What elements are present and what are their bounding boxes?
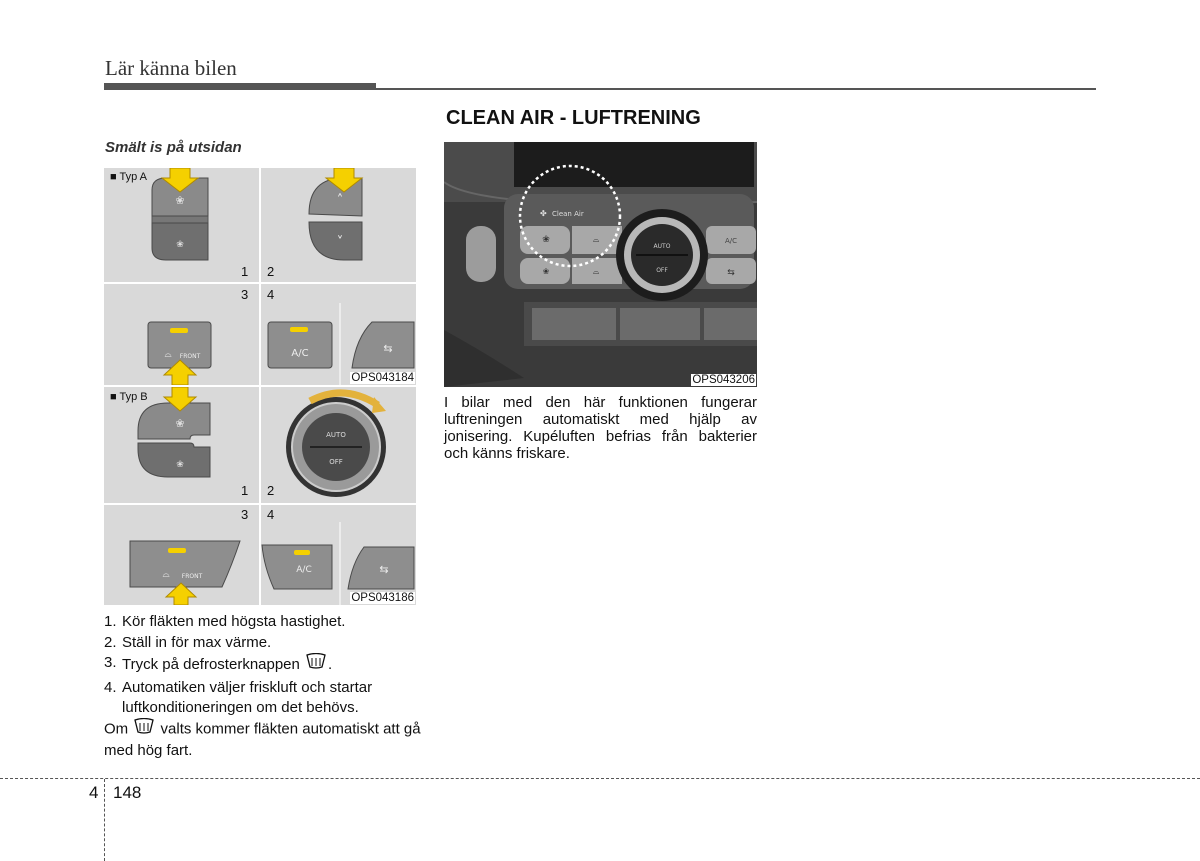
svg-text:❀: ❀ [175, 417, 185, 430]
figure-b-code: OPS043186 [351, 592, 414, 604]
step-number: 2. [104, 633, 117, 651]
svg-text:❀: ❀ [176, 240, 184, 250]
steps-list [104, 612, 424, 719]
figure-a-type-label: ■ Typ A [110, 171, 148, 183]
svg-text:❀: ❀ [542, 235, 550, 245]
svg-text:˄: ˄ [336, 193, 344, 208]
svg-text:FRONT: FRONT [181, 573, 203, 580]
step-text: Ställ in för max värme. [122, 633, 272, 651]
off-label: OFF [329, 458, 343, 466]
figure-b-quadrant-3: 3 [241, 507, 249, 522]
figure-b-quadrant-1: 1 [241, 483, 249, 498]
footer-margin-line [104, 779, 105, 861]
front-label: FRONT [179, 353, 201, 360]
figure-b-type-label: ■ Typ B [110, 391, 148, 403]
defroster-icon [304, 653, 328, 678]
auto-label: AUTO [326, 431, 346, 439]
photo-clean-air-label: Clean Air [552, 210, 584, 218]
svg-text:⇆: ⇆ [727, 268, 735, 278]
figure-type-a [104, 168, 416, 385]
step-text: Automatiken väljer friskluft och startar luftkonditioneringen om det behövs. [122, 678, 373, 716]
defroster-icon [132, 718, 156, 741]
step-number: 3. [104, 654, 117, 671]
list-item [104, 633, 424, 654]
figure-type-b-illustration [104, 387, 416, 605]
page-number: 148 [113, 783, 142, 802]
figure-a-quadrant-1: 1 [241, 264, 249, 279]
svg-text:⇆: ⇆ [379, 563, 389, 576]
list-item [104, 653, 424, 678]
defroster-note [104, 718, 424, 760]
svg-text:❀: ❀ [542, 267, 550, 276]
section-title: CLEAN AIR - LUFTRENING [446, 107, 701, 129]
step-text: Kör fläkten med högsta hastighet. [122, 613, 346, 630]
list-item [104, 678, 424, 719]
step-text: Tryck på defrosterknappen [122, 656, 300, 674]
svg-text:⌓: ⌓ [592, 235, 600, 244]
figure-type-a-illustration [104, 168, 416, 385]
svg-text:A/C: A/C [296, 565, 312, 575]
photo-ac-label: A/C [724, 237, 738, 245]
figure-b-quadrant-2: 2 [267, 483, 275, 498]
footer-divider [0, 778, 1200, 779]
header-rule-thick [104, 83, 376, 90]
ac-label: A/C [291, 348, 309, 359]
note-before: Om [104, 720, 129, 738]
photo-off-label: OFF [656, 267, 668, 274]
step-suffix: . [328, 656, 333, 674]
figure-b-quadrant-4: 4 [267, 507, 275, 522]
svg-text:⌓: ⌓ [162, 570, 170, 580]
step-number: 1. [104, 613, 117, 630]
clean-air-photo-illustration [444, 142, 757, 387]
svg-text:❀: ❀ [176, 460, 184, 470]
svg-text:✤: ✤ [540, 209, 547, 218]
figure-a-quadrant-3: 3 [241, 287, 249, 302]
svg-text:⌓: ⌓ [592, 267, 600, 276]
list-item [104, 612, 424, 633]
chapter-number: 4 [89, 783, 99, 802]
note-after: valts kommer fläkten automatiskt att gå med hög fart. [104, 720, 421, 759]
clean-air-photo [444, 142, 757, 387]
svg-text:⇆: ⇆ [383, 342, 393, 355]
page-header-title: Lär känna bilen [105, 56, 237, 80]
figure-a-quadrant-4: 4 [267, 287, 275, 302]
figure-a-quadrant-2: 2 [267, 264, 275, 279]
svg-text:⌓: ⌓ [164, 350, 172, 360]
svg-text:❀: ❀ [175, 194, 185, 207]
photo-code: OPS043206 [692, 374, 755, 386]
photo-auto-label: AUTO [653, 243, 671, 250]
header-rule-thin [376, 88, 1096, 90]
clean-air-paragraph: I bilar med den här funktionen fungerar luftreningen automatiskt med hjälp av jonisering. Kupéluften befrias från bakterier och känns friskare. [444, 394, 757, 462]
figure-a-code: OPS043184 [351, 372, 414, 384]
svg-text:˅: ˅ [336, 235, 344, 250]
figure-type-b [104, 387, 416, 605]
left-subheading: Smält is på utsidan [105, 139, 242, 156]
step-number: 4. [104, 678, 117, 696]
